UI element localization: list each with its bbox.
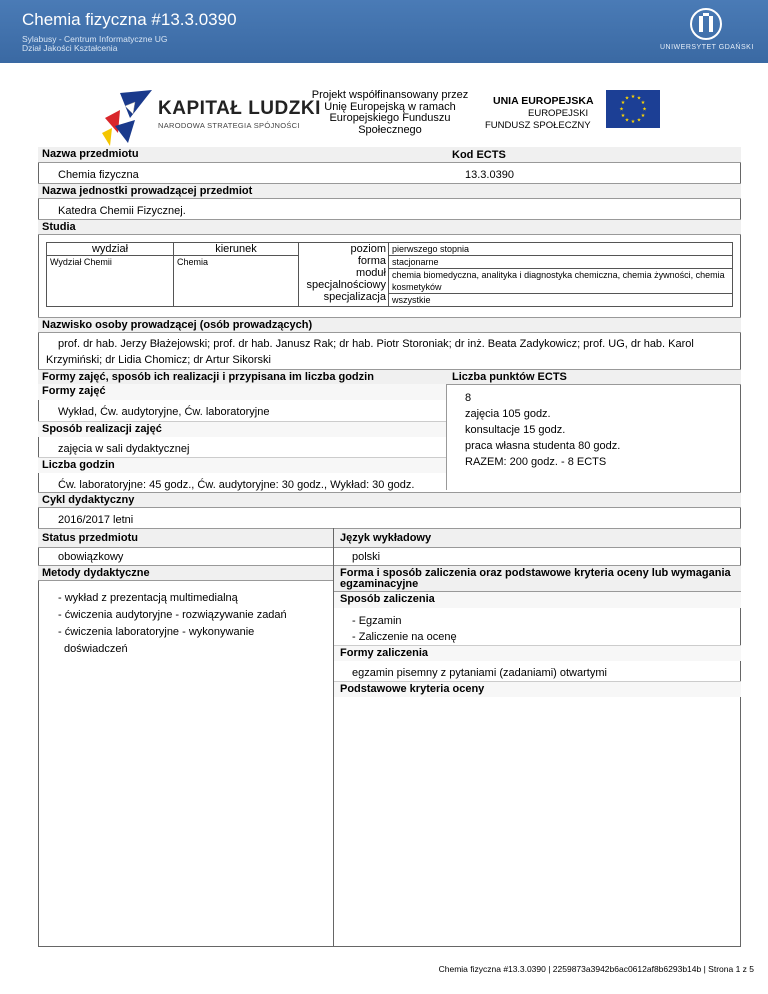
wydzial-header: wydział [47,243,173,256]
forms-divider [446,384,447,490]
language-value: polski [352,551,381,563]
ects-code-label: Kod ECTS [452,149,506,161]
svg-text:★: ★ [619,106,624,113]
header-subtitle [22,35,168,53]
studia-params-labels [299,243,389,307]
formy-value: Wykład, Ćw. audytoryjne, Ćw. laboratoryjne [58,406,270,418]
kierunek-header: kierunek [174,243,298,256]
header-line-1: Sylabusy - Centrum Informatyczne UG [22,34,168,44]
spec-label: specjalizacja [323,291,386,303]
svg-text:★: ★ [636,117,642,124]
ects-line-4: RAZEM: 200 godz. - 8 ECTS [465,456,607,468]
wydzial-cell [47,243,174,307]
teachers-line-1: prof. dr hab. Jerzy Błażejowski; prof. dr hab. Janusz Rak; dr hab. Piotr Storoniak; dr inż. Beata Zadykowicz; prof. UG, dr hab. Karol [58,338,694,350]
formy-label: Formy zajęć [42,385,106,397]
sposob-label: Sposób realizacji zajęć [42,423,162,435]
header-line-2: Dział Jakości Kształcenia [22,43,118,53]
forms-header [38,369,741,385]
svg-text:★: ★ [636,95,642,102]
methods-header [38,565,333,581]
poziom-label: poziom [350,243,386,255]
eu-banner [0,88,768,148]
studia-label: Studia [42,221,76,233]
sposob-value: zajęcia w sali dydaktycznej [58,443,190,455]
kierunek-cell [174,243,299,307]
assessment-method-header [334,592,741,608]
godzin-label: Liczba godzin [42,459,115,471]
ects-line-3: praca własna studenta 80 godz. [465,440,621,452]
unit-header [38,183,741,199]
assessment-label: Forma i sposób zaliczenia oraz podstawowe kryteria oceny lub wymagania egzaminacyjne [340,567,731,590]
page-footer: Chemia fizyczna #13.3.0390 | 2259873a3942b6ac0612af8b6293b14b | Strona 1 z 5 [438,964,754,974]
poziom-value: pierwszego stopnia [389,243,732,256]
ects-points-label: Liczba punktów ECTS [452,371,567,383]
forma-value: stacjonarne [389,256,732,269]
assessment-forms-header [334,645,741,661]
eu-name-line-2: EUROPEJSKI [528,108,589,119]
assessment-forms-label: Formy zaliczenia [340,647,429,659]
course-name: Chemia fizyczna [58,169,139,181]
criteria-label: Podstawowe kryteria oceny [340,683,485,695]
methods-label: Metody dydaktyczne [42,567,150,579]
svg-text:★: ★ [642,106,647,113]
wydzial-value: Wydział Chemii [50,257,112,267]
sposob-header [38,421,446,437]
method-item-4: doświadczeń [64,643,128,655]
eu-name-line-3: FUNDUSZ SPOŁECZNY [485,120,591,131]
method-item-2: - ćwiczenia audytoryjne - rozwiązywanie zadań [58,609,287,621]
spec-value: wszystkie [392,295,431,305]
studia-header [38,219,741,235]
forms-label: Formy zajęć, sposób ich realizacji i przypisana im liczba godzin [42,371,374,383]
svg-text:★: ★ [624,117,630,124]
assessment-header [334,565,741,592]
assessment-forms-value: egzamin pisemny z pytaniami (zadaniami) otwartymi [352,667,607,679]
method-item-1: - wykład z prezentacją multimedialną [58,592,238,604]
kapital-ludzki-name: KAPITAŁ LUDZKI [158,98,321,119]
svg-text:★: ★ [640,113,646,119]
svg-text:★: ★ [630,119,636,125]
svg-text:★: ★ [640,100,646,106]
kierunek-value: Chemia [177,257,209,267]
unit-label: Nazwa jednostki prowadzącej przedmiot [42,185,253,197]
page-header [0,0,768,63]
studia-table [46,242,733,307]
course-name-label: Nazwa przedmiotu [42,148,139,160]
status-header [38,528,333,548]
ects-line-2: konsultacje 15 godz. [465,424,566,436]
svg-text:★: ★ [630,94,636,100]
godzin-header [38,457,446,473]
university-name: UNIWERSYTET GDAŃSKI [660,44,754,51]
ects-line-1: zajęcia 105 godz. [465,408,551,420]
eu-name-line-1: UNIA EUROPEJSKA [493,95,594,107]
language-label: Język wykładowy [340,532,432,544]
criteria-header [334,681,741,697]
method-item-3: - ćwiczenia laboratoryjne - wykonywanie [58,626,255,638]
godzin-value: Ćw. laboratoryjne: 45 godz., Ćw. audytoryjne: 30 godz., Wykład: 30 godz. [58,479,415,491]
assessment-method-2: - Zaliczenie na ocenę [352,631,457,643]
svg-text:★: ★ [624,95,630,102]
modul-value: chemia biomedyczna, analityka i diagnostyka chemiczna, chemia żywności, chemia kosmetyków [389,269,732,294]
assessment-method-label: Sposób zaliczenia [340,593,435,605]
kapital-ludzki-subtitle: NARODOWA STRATEGIA SPÓJNOŚCI [158,121,300,130]
svg-text:★: ★ [620,113,626,119]
cycle-header [38,492,741,508]
ects-code: 13.3.0390 [465,169,514,181]
forma-label: forma [357,255,386,267]
teachers-label: Nazwisko osoby prowadzącej (osób prowadzących) [42,319,313,331]
project-cofunding-text: Projekt współfinansowany przez Unię Europejską w ramach Europejskiego Funduszu Społecznego [311,89,469,136]
status-label: Status przedmiotu [42,532,138,544]
kapital-ludzki-logo-icon [100,88,155,148]
status-value: obowiązkowy [58,551,124,563]
university-logo-icon [688,7,724,41]
cycle-label: Cykl dydaktyczny [42,494,135,506]
teachers-line-2: Krzymiński; dr Lidia Chomicz; dr Artur Sikorski [46,354,271,366]
assessment-method-1: - Egzamin [352,615,402,627]
language-header [334,528,741,548]
modul-label: moduł specjalnościowy [306,267,386,291]
ects-value: 8 [465,392,472,404]
page-title: Chemia fizyczna #13.3.0390 [22,10,237,29]
teachers-header [38,317,741,333]
eu-flag-icon [606,90,660,128]
svg-text:★: ★ [620,100,626,106]
formy-header [38,384,446,400]
course-name-header [38,147,741,163]
studia-params-values [389,243,733,307]
unit-name: Katedra Chemii Fizycznej. [58,205,186,217]
cycle-value: 2016/2017 letni [58,514,134,526]
